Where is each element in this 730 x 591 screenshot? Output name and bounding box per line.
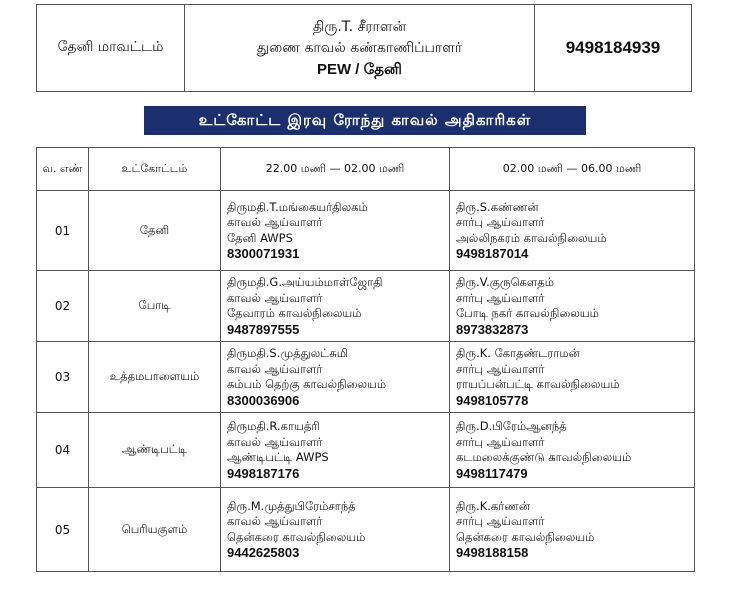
officer-designation: காவல் ஆய்வாளர்: [227, 514, 323, 528]
officer-name: திரு.V.குருகௌதம்: [456, 275, 555, 289]
officer-station: ஆண்டிபட்டி AWPS: [227, 450, 329, 464]
row-subdivision: உத்தமபாளையம்: [89, 342, 221, 413]
officer-designation: துணை காவல் கண்காணிப்பாளர்: [256, 39, 463, 56]
district-label: தேனி மாவட்டம்: [37, 5, 185, 91]
table-header-row: [37, 148, 695, 191]
row-serial: 03: [37, 342, 89, 413]
table-row: [37, 413, 695, 488]
officer-station: அல்லிநகரம் காவல்நிலையம்: [456, 230, 607, 245]
officer-phone: 9442625803: [227, 545, 300, 560]
officer-station: தென்கரை காவல்நிலையம்: [456, 529, 595, 544]
officer-name: திரு.K.கர்ணன்: [456, 498, 531, 513]
row-subdivision: போடி: [89, 271, 221, 342]
officer-cell-shift2: [450, 271, 695, 342]
officer-cell-shift2: [450, 191, 695, 271]
col-header-serial: வ. எண்: [37, 148, 89, 191]
officer-phone: 9487897555: [227, 321, 300, 337]
officer-station: தேவாரம் காவல்நிலையம்: [227, 306, 362, 320]
officer-designation: சார்பு ஆய்வாளர்: [456, 290, 545, 305]
officer-phone: 9498117479: [456, 465, 528, 481]
table-row: [37, 271, 695, 342]
officer-designation: காவல் ஆய்வாளர்: [227, 290, 323, 305]
officer-phone: 9498187176: [227, 465, 300, 481]
row-subdivision: பெரியகுளம்: [89, 488, 221, 572]
officer-cell-shift1: [221, 342, 450, 413]
officer-name: திருமதி.S.முத்துலட்சுமி: [227, 346, 349, 360]
officer-station: தென்கரை காவல்நிலையம்: [227, 529, 366, 544]
col-header-shift2: 02.00 மணி — 06.00 மணி: [450, 148, 695, 191]
officer-cell-shift2: [450, 413, 695, 488]
table-row: [37, 342, 695, 413]
officer-name: திருமதி.R.காயத்ரி: [227, 419, 320, 433]
officer-block: [185, 5, 535, 91]
table-row: [37, 191, 695, 271]
officer-designation: சார்பு ஆய்வாளர்: [456, 434, 545, 449]
officer-name: திரு.M.முத்துபிரேம்சாந்த்: [227, 498, 356, 513]
officer-name: திருமதி.T.மங்கையர்திலகம்: [227, 199, 368, 214]
officer-phone: 8973832873: [456, 321, 529, 337]
officer-designation: காவல் ஆய்வாளர்: [227, 361, 323, 376]
officer-phone: 9498187014: [456, 246, 529, 261]
officer-cell-shift1: [221, 488, 450, 572]
officer-name: திரு.D.பிரேம்ஆனந்த்: [456, 419, 567, 433]
officer-cell-shift2: [450, 342, 695, 413]
officer-designation: சார்பு ஆய்வாளர்: [456, 215, 545, 229]
officer-phone: 9498184939: [565, 38, 661, 57]
officer-cell-shift1: [221, 413, 450, 488]
header-box: [36, 4, 692, 92]
officer-designation: சார்பு ஆய்வாளர்: [456, 361, 545, 376]
officer-name: திரு.S.கண்ணன்: [456, 199, 539, 214]
col-header-subdivision: உட்கோட்டம்: [89, 148, 221, 191]
row-serial: 05: [37, 488, 89, 572]
officer-name: திருமதி.G.அய்யம்மாள்ஜோதி: [227, 275, 383, 289]
row-serial: 02: [37, 271, 89, 342]
officer-unit: PEW / தேனி: [316, 60, 403, 78]
officer-name: திரு.K. கோதண்டராமன்: [456, 346, 580, 360]
officer-cell-shift1: [221, 271, 450, 342]
officer-designation: சார்பு ஆய்வாளர்: [456, 514, 545, 528]
banner-title: உட்கோட்ட இரவு ரோந்து காவல் அதிகாரிகள்: [144, 106, 586, 135]
officer-cell-shift2: [450, 488, 695, 572]
row-subdivision: ஆண்டிபட்டி: [89, 413, 221, 488]
officer-station: கம்பம் தெற்கு காவல்நிலையம்: [227, 377, 387, 391]
officer-cell-shift1: [221, 191, 450, 271]
officer-station: ராயப்பன்பட்டி காவல்நிலையம்: [456, 377, 620, 391]
officer-designation: காவல் ஆய்வாளர்: [227, 215, 323, 229]
col-header-shift1: 22.00 மணி — 02.00 மணி: [221, 148, 450, 191]
officer-station: போடி நகர் காவல்நிலையம்: [456, 306, 599, 320]
officer-name: திரு.T. சீராளன்: [312, 18, 407, 35]
officer-station: தேனி AWPS: [227, 230, 293, 245]
row-subdivision: தேனி: [89, 191, 221, 271]
officer-phone: 9498105778: [456, 392, 529, 408]
officer-station: கடமலைக்குண்டு காவல்நிலையம்: [456, 450, 632, 464]
row-serial: 01: [37, 191, 89, 271]
row-serial: 04: [37, 413, 89, 488]
officer-designation: காவல் ஆய்வாளர்: [227, 434, 323, 449]
officer-phone: 9498188158: [456, 545, 529, 560]
table-row: [37, 488, 695, 572]
patrol-roster-table: [36, 147, 695, 572]
officer-phone: 8300071931: [227, 246, 300, 261]
officer-phone: 8300036906: [227, 392, 300, 408]
